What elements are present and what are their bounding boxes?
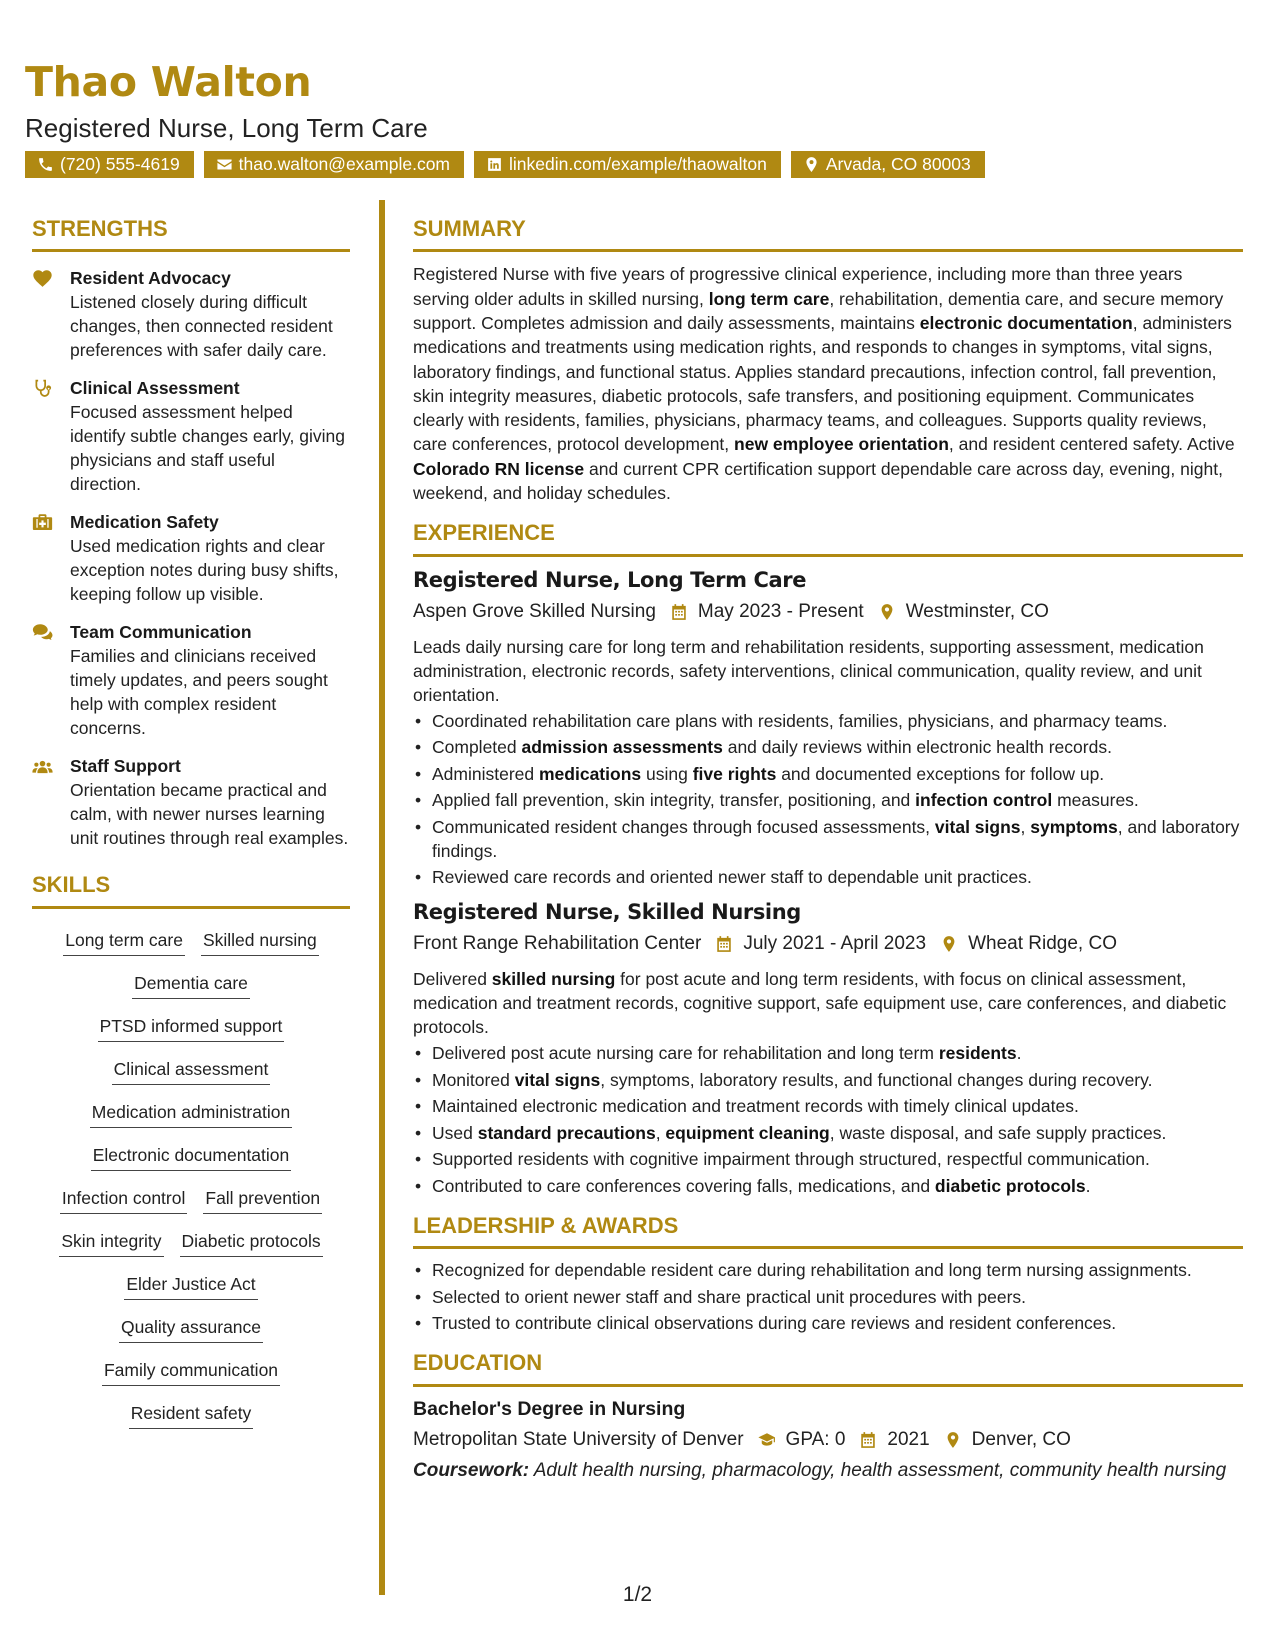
job-entry: [413, 898, 1243, 1198]
stethoscope-icon: [32, 378, 53, 399]
skill-tag: Resident safety: [129, 1397, 254, 1429]
phone-text: (720) 555-4619: [60, 154, 180, 174]
strengths-list: [32, 266, 350, 850]
skill-tag: PTSD informed support: [98, 1010, 285, 1042]
company-name: Aspen Grove Skilled Nursing: [413, 600, 656, 622]
calendar-icon: [670, 603, 688, 621]
text-run: Applied fall prevention, skin integrity, transfer, positioning, and: [432, 790, 916, 811]
strengths-heading: STRENGTHS: [32, 216, 350, 252]
job-bullet: [413, 709, 1243, 733]
job-bullet: [413, 788, 1243, 812]
bold-phrase: five rights: [692, 763, 777, 784]
strength-title: Medication Safety: [70, 512, 219, 533]
strength-description: Families and clinicians received timely updates, and peers sought help with complex resident concerns.: [70, 646, 328, 739]
school-location: Denver, CO: [971, 1428, 1071, 1450]
job-description: [413, 967, 1243, 1039]
coursework-label: Coursework:: [413, 1459, 530, 1481]
strength-description: Orientation became practical and calm, with newer nurses learning unit routines through real examples.: [70, 780, 349, 849]
job-bullet: [413, 1174, 1243, 1198]
contact-phone[interactable]: [25, 151, 194, 178]
job-meta: [413, 929, 1243, 959]
map-marker-icon: [940, 935, 958, 953]
job-bullet: [413, 1068, 1243, 1092]
text-run: .: [1016, 1043, 1022, 1064]
text-run: , administers medications and treatments using medication rights, and responds to changes in symptoms, vital signs, laboratory findings, and functional status. Applies standard precautions, infection control, fall prevention, skin integrity measures, diabetic protocols, safe transfers, and positioning equipment. Communicates clearly with residents, families, physicians, pharmacy teams, and colleagues. Supports quality reviews, care conferences, protocol development,: [413, 312, 1232, 455]
right-column: [413, 216, 1243, 1483]
job-dates: May 2023 - Present: [697, 600, 864, 622]
bold-phrase: symptoms: [1030, 816, 1118, 837]
strength-item: [32, 266, 350, 362]
comments-icon: [32, 622, 53, 643]
map-marker-icon: [803, 156, 820, 173]
text-run: Registered Nurse with five years of progressive clinical experience, including more than three years serving older adults in skilled nursing,: [413, 264, 1183, 309]
text-run: , symptoms, laboratory results, and functional changes during recovery.: [600, 1069, 1153, 1090]
strength-title: Staff Support: [70, 756, 181, 777]
award-item: • Trusted to contribute clinical observations during care reviews and resident conferences.: [413, 1311, 1243, 1335]
column-divider: [379, 200, 385, 1595]
text-run: measures.: [1052, 790, 1139, 811]
envelope-icon: [216, 156, 233, 173]
text-run: ,: [655, 1122, 666, 1143]
text-run: Maintained electronic medication and treatment records with timely clinical updates.: [432, 1096, 1079, 1117]
job-dates: July 2021 - April 2023: [743, 933, 927, 955]
phone-icon: [37, 156, 54, 173]
company-name: Front Range Rehabilitation Center: [413, 933, 702, 955]
bold-phrase: Colorado RN license: [413, 458, 585, 479]
job-bullet: [413, 1147, 1243, 1171]
bold-phrase: skilled nursing: [491, 969, 616, 990]
strength-body: [70, 266, 350, 362]
bold-phrase: residents: [938, 1043, 1017, 1064]
education-meta: [413, 1425, 1243, 1455]
text-run: Completed: [432, 737, 522, 758]
strength-item: [32, 376, 350, 496]
job-title: Registered Nurse, Skilled Nursing: [413, 900, 801, 925]
skill-tag: Skilled nursing: [201, 924, 319, 956]
bold-phrase: new employee orientation: [734, 434, 949, 455]
strength-title: Clinical Assessment: [70, 378, 240, 399]
text-run: Administered: [432, 763, 539, 784]
skills-heading: SKILLS: [32, 872, 350, 908]
job-bullet: [413, 1041, 1243, 1065]
heart-icon: [32, 268, 53, 289]
bold-phrase: vital signs: [514, 1069, 601, 1090]
map-marker-icon: [944, 1431, 962, 1449]
coursework: [413, 1459, 1243, 1483]
job-entry: [413, 566, 1243, 890]
linkedin-icon: [486, 156, 503, 173]
users-icon: [32, 756, 53, 777]
skill-tag: Quality assurance: [119, 1311, 263, 1343]
text-run: Supported residents with cognitive impairment through structured, respectful communication.: [432, 1149, 1150, 1170]
strength-item: [32, 510, 350, 606]
text-run: ,: [1020, 816, 1031, 837]
summary-heading: SUMMARY: [413, 216, 1243, 252]
school-name: Metropolitan State University of Denver: [413, 1428, 744, 1450]
page-number: 1/2: [622, 1583, 653, 1606]
bold-phrase: vital signs: [934, 816, 1021, 837]
job-location: Westminster, CO: [905, 600, 1049, 622]
job-title: Registered Nurse, Long Term Care: [413, 567, 807, 592]
graduation-cap-icon: [758, 1431, 776, 1449]
medkit-icon: [32, 512, 53, 533]
strength-icon-wrap: [32, 376, 56, 496]
calendar-icon: [715, 935, 733, 953]
strength-body: [70, 620, 350, 740]
summary-text: [413, 262, 1243, 505]
award-item: • Selected to orient newer staff and share practical unit procedures with peers.: [413, 1285, 1243, 1309]
bold-phrase: standard precautions: [477, 1122, 656, 1143]
skill-tag: Dementia care: [132, 967, 250, 999]
strength-description: Used medication rights and clear exception notes during busy shifts, keeping follow up visible.: [70, 536, 339, 605]
linkedin-text: linkedin.com/example/thaowalton: [509, 154, 767, 174]
education-heading: EDUCATION: [413, 1350, 1243, 1386]
strength-title: Resident Advocacy: [70, 268, 231, 289]
text-run: , and resident centered safety. Active: [948, 434, 1235, 455]
text-run: Monitored: [432, 1069, 515, 1090]
candidate-name: Thao Walton: [25, 58, 312, 106]
skill-tag: Diabetic protocols: [180, 1225, 323, 1257]
strength-icon-wrap: [32, 620, 56, 740]
strength-title: Team Communication: [70, 622, 252, 643]
coursework-text: Adult health nursing, pharmacology, health assessment, community health nursing: [533, 1459, 1227, 1481]
text-run: Communicated resident changes through focused assessments,: [432, 816, 935, 837]
strength-icon-wrap: [32, 266, 56, 362]
strength-body: [70, 376, 350, 496]
experience-heading: EXPERIENCE: [413, 520, 1243, 556]
contact-location: [791, 151, 985, 178]
skill-tag: Elder Justice Act: [124, 1268, 257, 1300]
skill-tag: Family communication: [102, 1354, 280, 1386]
strength-body: [70, 754, 350, 850]
map-marker-icon: [878, 603, 896, 621]
job-location: Wheat Ridge, CO: [968, 933, 1117, 955]
job-bullet: [413, 865, 1243, 889]
strength-icon-wrap: [32, 754, 56, 850]
text-run: Delivered: [413, 969, 492, 990]
bold-phrase: admission assessments: [521, 737, 723, 758]
strength-item: [32, 620, 350, 740]
text-run: and documented exceptions for follow up.: [776, 763, 1105, 784]
text-run: , rehabilitation, dementia care, and secure memory support. Completes admission and daily assessments, maintains: [413, 288, 1224, 333]
awards-list: [413, 1258, 1243, 1335]
text-run: Contributed to care conferences covering falls, medications, and: [432, 1175, 935, 1196]
text-run: and current CPR certification support dependable care across day, evening, night, weekend, and holiday schedules.: [413, 458, 1223, 504]
location-text: Arvada, CO 80003: [825, 154, 971, 174]
skills-list: [32, 919, 350, 1435]
job-bullet: [413, 1094, 1243, 1118]
bold-phrase: infection control: [915, 790, 1053, 811]
job-bullet: [413, 735, 1243, 759]
bold-phrase: medications: [539, 763, 642, 784]
strength-item: [32, 754, 350, 850]
skill-tag: Long term care: [63, 924, 185, 956]
job-description: [413, 635, 1243, 707]
bold-phrase: electronic documentation: [919, 312, 1133, 333]
left-column: [32, 216, 350, 1435]
job-bullets: [413, 1041, 1243, 1198]
jobs-list: [413, 566, 1243, 1198]
skill-tag: Electronic documentation: [91, 1139, 292, 1171]
job-bullets: [413, 709, 1243, 890]
skill-tag: Infection control: [60, 1182, 188, 1214]
contact-email[interactable]: [204, 151, 464, 178]
job-bullet: [413, 815, 1243, 863]
text-run: , and laboratory findings.: [432, 816, 1240, 861]
text-run: .: [1085, 1175, 1091, 1196]
text-run: , waste disposal, and safe supply practices.: [829, 1122, 1167, 1143]
text-run: Used: [432, 1122, 478, 1143]
job-meta: [413, 597, 1243, 627]
strength-body: [70, 510, 350, 606]
skill-tag: Clinical assessment: [112, 1053, 271, 1085]
job-bullet: [413, 1121, 1243, 1145]
job-bullet: [413, 762, 1243, 786]
contact-linkedin[interactable]: [474, 151, 781, 178]
text-run: for post acute and long term residents, with focus on clinical assessment, medication and treatment records, cognitive support, safe equipment use, care conferences, and diabetic protocols.: [413, 969, 1227, 1038]
award-item: • Recognized for dependable resident care during rehabilitation and long term nursing assignments.: [413, 1258, 1243, 1282]
calendar-icon: [859, 1431, 877, 1449]
text-run: using: [641, 763, 693, 784]
strength-description: Listened closely during difficult changes, then connected resident preferences with safer daily care.: [70, 292, 333, 361]
strength-icon-wrap: [32, 510, 56, 606]
candidate-title: Registered Nurse, Long Term Care: [25, 113, 428, 143]
text-run: Delivered post acute nursing care for rehabilitation and long term: [432, 1043, 939, 1064]
text-run: and daily reviews within electronic health records.: [722, 737, 1112, 758]
skill-tag: Medication administration: [90, 1096, 292, 1128]
gpa-text: GPA: 0: [785, 1428, 846, 1450]
strength-description: Focused assessment helped identify subtle changes early, giving physicians and staff useful direction.: [70, 402, 345, 495]
degree-title: Bachelor's Degree in Nursing: [413, 1397, 686, 1420]
contact-bar: [25, 151, 985, 178]
graduation-year: 2021: [887, 1428, 930, 1450]
leadership-heading: LEADERSHIP & AWARDS: [413, 1213, 1243, 1249]
text-run: Leads daily nursing care for long term and rehabilitation residents, supporting assessment, medication administration, electronic records, safety interventions, clinical communication, quality review, and unit orientation.: [413, 636, 1204, 705]
email-text: thao.walton@example.com: [238, 154, 451, 174]
bold-phrase: long term care: [708, 288, 830, 309]
bold-phrase: diabetic protocols: [934, 1175, 1086, 1196]
bold-phrase: equipment cleaning: [665, 1122, 830, 1143]
skill-tag: Fall prevention: [203, 1182, 322, 1214]
text-run: Reviewed care records and oriented newer staff to dependable unit practices.: [432, 867, 1032, 888]
skill-tag: Skin integrity: [59, 1225, 163, 1257]
text-run: Coordinated rehabilitation care plans with residents, families, physicians, and pharmacy teams.: [432, 710, 1168, 731]
